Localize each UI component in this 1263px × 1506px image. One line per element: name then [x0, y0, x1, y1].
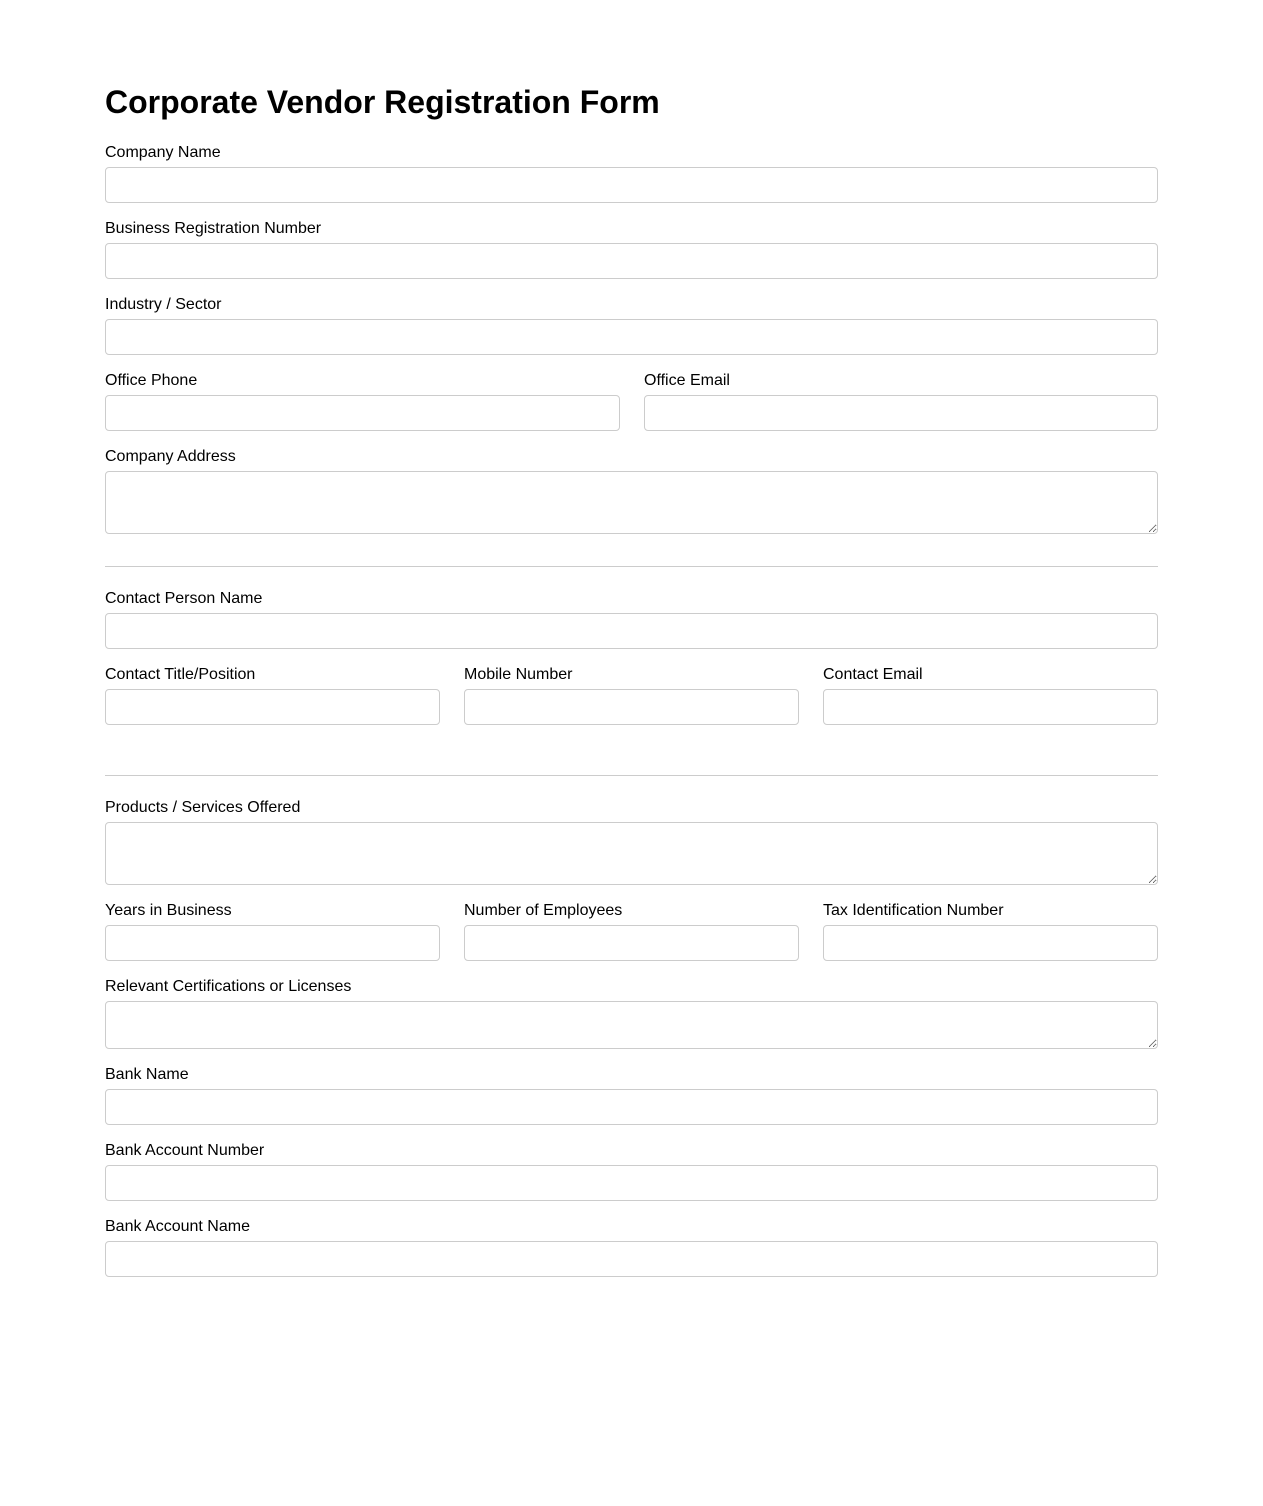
mobile-number-input[interactable]	[464, 689, 799, 725]
company-address-textarea[interactable]	[105, 471, 1158, 534]
years-in-business-field	[105, 902, 440, 961]
section-divider	[105, 566, 1158, 567]
industry-sector-field	[105, 296, 1158, 355]
office-email-field	[644, 372, 1158, 431]
contact-person-name-field	[105, 590, 1158, 649]
company-address-field	[105, 448, 1158, 534]
bank-account-name-field	[105, 1218, 1158, 1277]
mobile-number-label: Mobile Number	[464, 666, 573, 683]
mobile-number-field	[464, 666, 799, 725]
business-registration-number-field	[105, 220, 1158, 279]
certifications-textarea[interactable]	[105, 1001, 1158, 1049]
section-divider	[105, 775, 1158, 776]
years-in-business-label: Years in Business	[105, 902, 232, 919]
number-of-employees-field	[464, 902, 799, 961]
page-title: Corporate Vendor Registration Form	[105, 84, 660, 120]
office-email-label: Office Email	[644, 372, 730, 389]
contact-email-field	[823, 666, 1158, 725]
bank-account-name-input[interactable]	[105, 1241, 1158, 1277]
bank-name-label: Bank Name	[105, 1066, 189, 1083]
products-services-label: Products / Services Offered	[105, 799, 301, 816]
bank-account-name-label: Bank Account Name	[105, 1218, 250, 1235]
company-name-field	[105, 144, 1158, 203]
bank-account-number-input[interactable]	[105, 1165, 1158, 1201]
bank-name-input[interactable]	[105, 1089, 1158, 1125]
contact-title-input[interactable]	[105, 689, 440, 725]
products-services-textarea[interactable]	[105, 822, 1158, 885]
company-name-input[interactable]	[105, 167, 1158, 203]
company-address-label: Company Address	[105, 448, 236, 465]
tax-id-label: Tax Identification Number	[823, 902, 1004, 919]
certifications-label: Relevant Certifications or Licenses	[105, 978, 352, 995]
bank-account-number-label: Bank Account Number	[105, 1142, 265, 1159]
years-in-business-input[interactable]	[105, 925, 440, 961]
tax-id-input[interactable]	[823, 925, 1158, 961]
office-phone-input[interactable]	[105, 395, 620, 431]
products-services-field	[105, 799, 1158, 885]
bank-name-field	[105, 1066, 1158, 1125]
office-email-input[interactable]	[644, 395, 1158, 431]
contact-person-name-input[interactable]	[105, 613, 1158, 649]
contact-email-label: Contact Email	[823, 666, 923, 683]
contact-email-input[interactable]	[823, 689, 1158, 725]
number-of-employees-input[interactable]	[464, 925, 799, 961]
business-registration-number-label: Business Registration Number	[105, 220, 322, 237]
office-phone-label: Office Phone	[105, 372, 198, 389]
bank-account-number-field	[105, 1142, 1158, 1201]
contact-person-name-label: Contact Person Name	[105, 590, 263, 607]
business-registration-number-input[interactable]	[105, 243, 1158, 279]
contact-title-field	[105, 666, 440, 725]
company-name-label: Company Name	[105, 144, 221, 161]
industry-sector-label: Industry / Sector	[105, 296, 222, 313]
office-phone-field	[105, 372, 620, 431]
contact-title-label: Contact Title/Position	[105, 666, 256, 683]
number-of-employees-label: Number of Employees	[464, 902, 623, 919]
tax-id-field	[823, 902, 1158, 961]
industry-sector-input[interactable]	[105, 319, 1158, 355]
certifications-field	[105, 978, 1158, 1049]
